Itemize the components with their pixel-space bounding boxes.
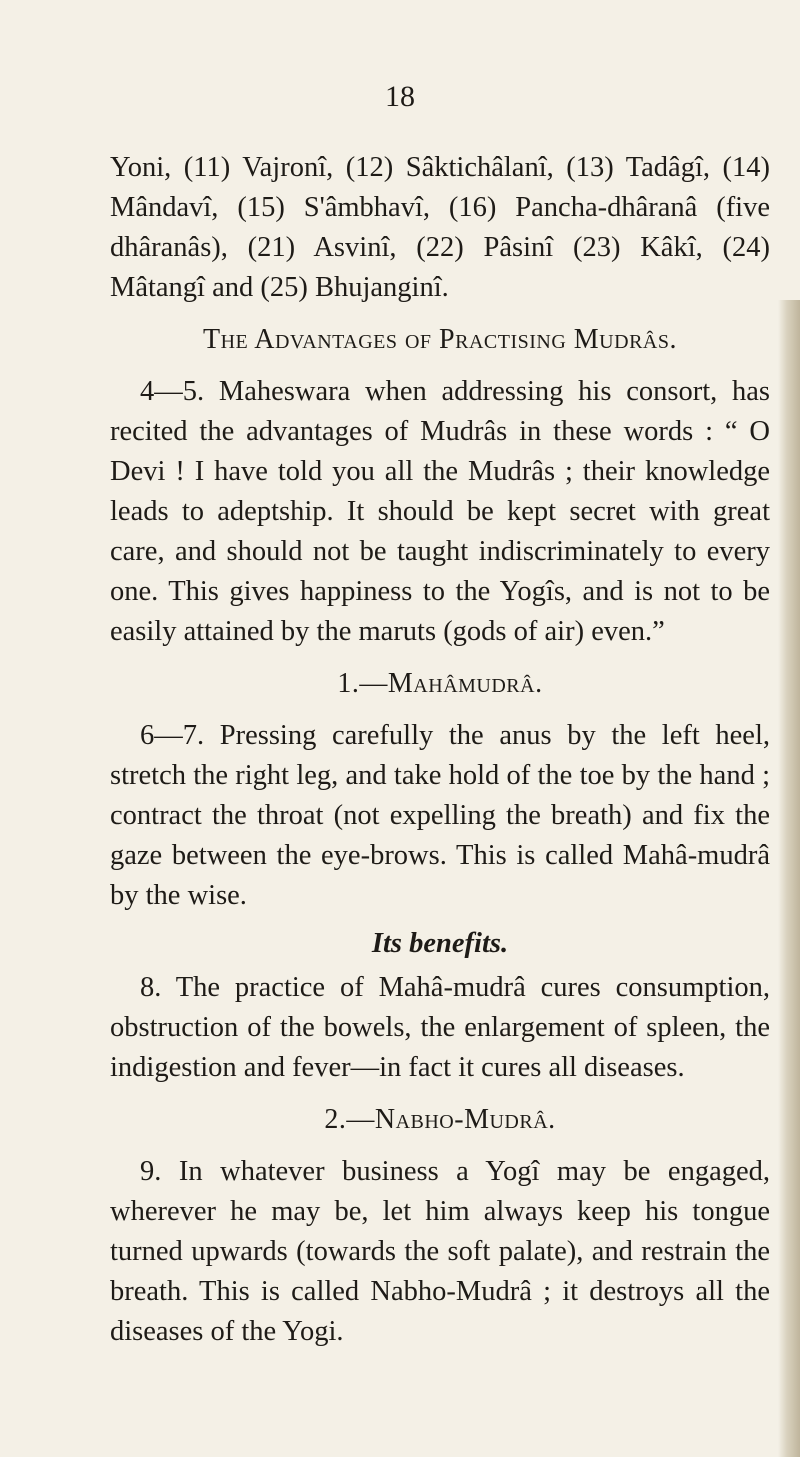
paragraph-verse-4-5: 4—5. Maheswara when addressing his consort, has recited the advantages of Mudrâs in these words : “ O Devi ! I have told you all the Mudrâs ; their knowledge leads to adeptship. It should be kept secret with great care, and should not be taught indiscriminately to every one. This gives happiness to the Yogîs, and is not to be easily attained by the maruts (gods of air) even.” [110, 376, 770, 647]
paragraph-verse-8: 8. The practice of Mahâ-mudrâ cures consumption, obstruction of the bowels, the enlargement of spleen, the indigestion and fever—in fact it cures all diseases. [110, 972, 770, 1083]
paragraph-continuation: Yoni, (11) Vajronî, (12) Sâktichâlanî, (13) Tadâgî, (14) Mândavî, (15) S'âmbhavî, (16) Pancha-dhâranâ (five dhâranâs), (21) Asvinî, (22) Pâsinî (23) Kâkî, (24) Mâtangî and (25) Bhujanginî. [110, 152, 770, 303]
subheading-benefits: Its benefits. [371, 928, 509, 959]
section-heading-mahamudra: 1.—Mahâmudrâ. [337, 668, 543, 699]
section-heading-advantages: The Advantages of Practising Mudrâs. [203, 324, 677, 355]
page-number: 18 [385, 80, 415, 113]
section-heading-nabho-mudra: 2.—Nabho-Mudrâ. [324, 1104, 556, 1135]
paragraph-verse-9: 9. In whatever business a Yogî may be engaged, wherever he may be, let him always keep his tongue turned upwards (towards the soft palate), and restrain the breath. This is called Nabho-Mudrâ ; it destroys all the diseases of the Yogi. [110, 1156, 770, 1347]
paragraph-verse-6-7: 6—7. Pressing carefully the anus by the left heel, stretch the right leg, and take hold of the toe by the hand ; contract the throat (not expelling the breath) and fix the gaze between the eye-brows. This is called Mahâ-mudrâ by the wise. [110, 720, 770, 911]
page-body [110, 148, 770, 1352]
page-edge-shadow [778, 300, 800, 1457]
